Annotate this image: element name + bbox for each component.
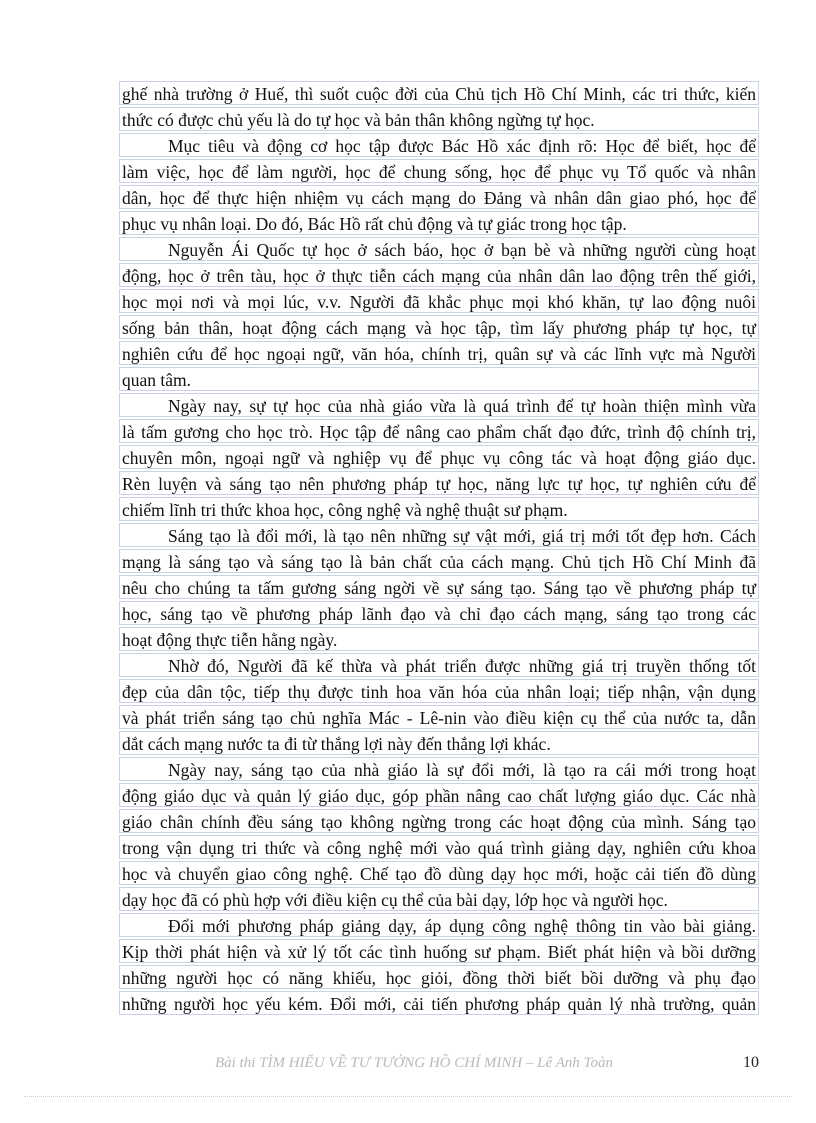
body-text bbox=[119, 81, 759, 1017]
text-line: Ngày nay, sáng tạo của nhà giáo là sự đổi mới, là tạo ra cái mới trong hoạt bbox=[119, 757, 759, 781]
page-footer bbox=[119, 1052, 759, 1076]
text-line: thức có được chủ yếu là do tự học và bản thân không ngừng tự học. bbox=[119, 107, 759, 131]
text-line: Mục tiêu và động cơ học tập được Bác Hồ xác định rõ: Học để biết, học để bbox=[119, 133, 759, 157]
text-line: đẹp của dân tộc, tiếp thụ được tinh hoa văn hóa của nhân loại; tiếp nhận, vận dụng bbox=[119, 679, 759, 703]
text-line: học, sáng tạo về phương pháp lãnh đạo và chỉ đạo cách mạng, sáng tạo trong các bbox=[119, 601, 759, 625]
paragraph bbox=[119, 913, 759, 1015]
paragraph bbox=[119, 523, 759, 651]
text-line: dắt cách mạng nước ta đi từ thắng lợi này đến thắng lợi khác. bbox=[119, 731, 759, 755]
text-line: nêu cho chúng ta tấm gương sáng ngời về sự sáng tạo. Sáng tạo về phương pháp tự bbox=[119, 575, 759, 599]
text-line: Ngày nay, sự tự học của nhà giáo vừa là quá trình để tự hoàn thiện mình vừa bbox=[119, 393, 759, 417]
text-line: phục vụ nhân loại. Do đó, Bác Hồ rất chủ động và tự giác trong học tập. bbox=[119, 211, 759, 235]
paragraph bbox=[119, 81, 759, 131]
text-line: động giáo dục và quản lý giáo dục, góp phần nâng cao chất lượng giáo dục. Các nhà bbox=[119, 783, 759, 807]
paragraph bbox=[119, 653, 759, 755]
page-bottom-border bbox=[24, 1096, 792, 1097]
text-line: học và chuyển giao công nghệ. Chế tạo đồ dùng dạy học mới, hoặc cải tiến đồ dùng bbox=[119, 861, 759, 885]
text-line: là tấm gương cho học trò. Học tập để nâng cao phẩm chất đạo đức, trình độ chính trị, bbox=[119, 419, 759, 443]
text-line: Nhờ đó, Người đã kế thừa và phát triển được những giá trị truyền thống tốt bbox=[119, 653, 759, 677]
text-line: Kịp thời phát hiện và xử lý tốt các tình huống sư phạm. Biết phát hiện và bồi dưỡng bbox=[119, 939, 759, 963]
text-line: ghế nhà trường ở Huế, thì suốt cuộc đời của Chủ tịch Hồ Chí Minh, các tri thức, kiến bbox=[119, 81, 759, 105]
text-line: hoạt động thực tiễn hằng ngày. bbox=[119, 627, 759, 651]
text-line: trong vận dụng tri thức và công nghệ mới vào quá trình giảng dạy, nghiên cứu khoa bbox=[119, 835, 759, 859]
text-line: nghiên cứu để học ngoại ngữ, văn hóa, chính trị, quân sự và các lĩnh vực mà Người bbox=[119, 341, 759, 365]
text-line: Nguyễn Ái Quốc tự học ở sách báo, học ở bạn bè và những người cùng hoạt bbox=[119, 237, 759, 261]
text-line: giáo chân chính đều sáng tạo không ngừng trong các hoạt động của mình. Sáng tạo bbox=[119, 809, 759, 833]
footer-title: Bài thi TÌM HIỂU VỀ TƯ TƯỞNG HỒ CHÍ MINH – Lê Anh Toàn bbox=[214, 1055, 614, 1071]
paragraph bbox=[119, 237, 759, 391]
text-line: chiếm lĩnh tri thức khoa học, công nghệ và nghệ thuật sư phạm. bbox=[119, 497, 759, 521]
text-line: quan tâm. bbox=[119, 367, 759, 391]
text-line: học mọi nơi và mọi lúc, v.v. Người đã khắc phục mọi khó khăn, tự lao động nuôi bbox=[119, 289, 759, 313]
text-line: Sáng tạo là đổi mới, là tạo nên những sự vật mới, giá trị mới tốt đẹp hơn. Cách bbox=[119, 523, 759, 547]
text-line: những người học có năng khiếu, học giỏi, đồng thời biết bồi dưỡng và phụ đạo bbox=[119, 965, 759, 989]
text-line: Rèn luyện và sáng tạo nên phương pháp tự học, năng lực tự học, tự nghiên cứu để bbox=[119, 471, 759, 495]
text-line: động, học ở trên tàu, học ở thực tiễn cách mạng của nhân dân lao động trên thế giới, bbox=[119, 263, 759, 287]
text-line: những người học yếu kém. Đổi mới, cải tiến phương pháp quản lý nhà trường, quản bbox=[119, 991, 759, 1015]
text-line: chuyên môn, ngoại ngữ và nghiệp vụ để phục vụ công tác và hoạt động giáo dục. bbox=[119, 445, 759, 469]
page-number: 10 bbox=[743, 1054, 759, 1071]
text-line: dạy học đã có phù hợp với điều kiện cụ thể của bài dạy, lớp học và người học. bbox=[119, 887, 759, 911]
text-line: Đổi mới phương pháp giảng dạy, áp dụng công nghệ thông tin vào bài giảng. bbox=[119, 913, 759, 937]
paragraph bbox=[119, 393, 759, 521]
text-line: sống bản thân, hoạt động cách mạng và học tập, tìm lấy phương pháp tự học, tự bbox=[119, 315, 759, 339]
paragraph bbox=[119, 133, 759, 235]
text-line: và phát triển sáng tạo chủ nghĩa Mác - Lê-nin vào điều kiện cụ thể của nước ta, dẫn bbox=[119, 705, 759, 729]
paragraph bbox=[119, 757, 759, 911]
text-line: dân, học để thực hiện nhiệm vụ cách mạng do Đảng và nhân dân giao phó, học để bbox=[119, 185, 759, 209]
text-line: làm việc, học để làm người, học để chung sống, học để phục vụ Tổ quốc và nhân bbox=[119, 159, 759, 183]
text-line: mạng là sáng tạo và sáng tạo là bản chất của cách mạng. Chủ tịch Hồ Chí Minh đã bbox=[119, 549, 759, 573]
